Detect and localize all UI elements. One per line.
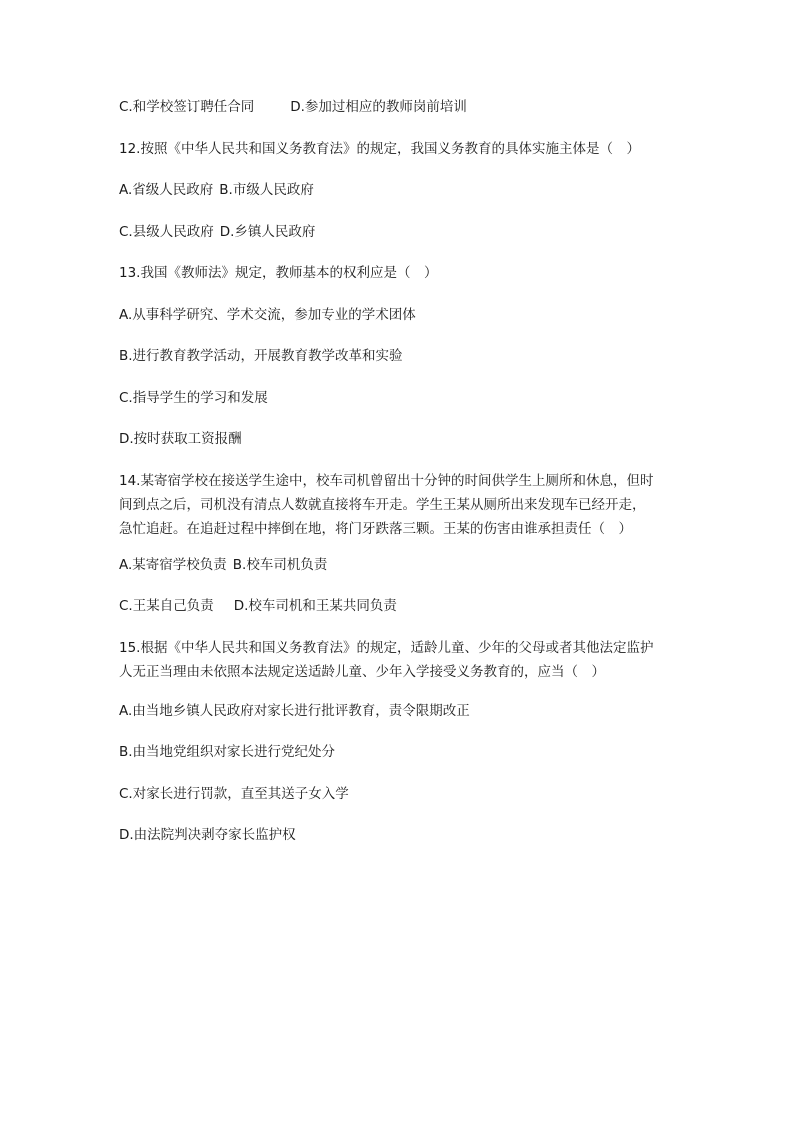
q12-stem: 12.按照《中华人民共和国义务教育法》的规定，我国义务教育的具体实施主体是（ ） [119, 141, 640, 157]
q15-option-d: D.由法院判决剥夺家长监护权 [119, 827, 296, 843]
q14-stem [119, 469, 679, 541]
q13-option-d: D.按时获取工资报酬 [119, 431, 242, 447]
q14-options-cd [119, 594, 679, 618]
q13-option-b: B.进行教育教学活动，开展教育教学改革和实验 [119, 348, 403, 364]
q14-option-d: D.校车司机和王某共同负责 [233, 598, 397, 614]
q14-stem-line-3: 急忙追赶。在追赶过程中摔倒在地，将门牙跌落三颗。王某的伤害由谁承担责任（ ） [119, 521, 632, 537]
q14-option-c: C.王某自己负责 [119, 598, 214, 614]
q14-options-ab [119, 553, 679, 577]
q11-options-cd [119, 95, 679, 119]
q12-option-a: A.省级人民政府 [119, 182, 214, 198]
q14-stem-line-2: 间到点之后，司机没有清点人数就直接将车开走。学生王某从厕所出来发现车已经开走， [119, 497, 646, 513]
q15-option-a: A.由当地乡镇人民政府对家长进行批评教育，责令限期改正 [119, 703, 470, 719]
q12-option-d: D.乡镇人民政府 [219, 224, 316, 240]
q13-option-a: A.从事科学研究、学术交流，参加专业的学术团体 [119, 307, 416, 323]
q15-option-c: C.对家长进行罚款，直至其送子女入学 [119, 786, 349, 802]
q11-option-c: C.和学校签订聘任合同 [119, 99, 255, 115]
q13-option-c: C.指导学生的学习和发展 [119, 390, 268, 406]
q15-stem [119, 636, 679, 684]
q14-option-b: B.校车司机负责 [232, 557, 328, 573]
q13-stem: 13.我国《教师法》规定，教师基本的权利应是（ ） [119, 265, 438, 281]
q14-option-a: A.某寄宿学校负责 [119, 557, 227, 573]
q15-stem-line-2: 人无正当理由未依照本法规定送适龄儿童、少年入学接受义务教育的，应当（ ） [119, 664, 605, 680]
q15-stem-line-1: 15.根据《中华人民共和国义务教育法》的规定，适龄儿童、少年的父母或者其他法定监护 [119, 640, 654, 656]
q11-option-d: D.参加过相应的教师岗前培训 [290, 99, 467, 115]
q12-option-b: B.市级人民政府 [219, 182, 314, 198]
q14-stem-line-1: 14.某寄宿学校在接送学生途中，校车司机曾留出十分钟的时间供学生上厕所和休息，但时 [119, 473, 654, 489]
q12-options-cd [119, 220, 679, 244]
q15-option-b: B.由当地党组织对家长进行党纪处分 [119, 744, 336, 760]
q12-options-ab [119, 178, 679, 202]
q12-option-c: C.县级人民政府 [119, 224, 214, 240]
